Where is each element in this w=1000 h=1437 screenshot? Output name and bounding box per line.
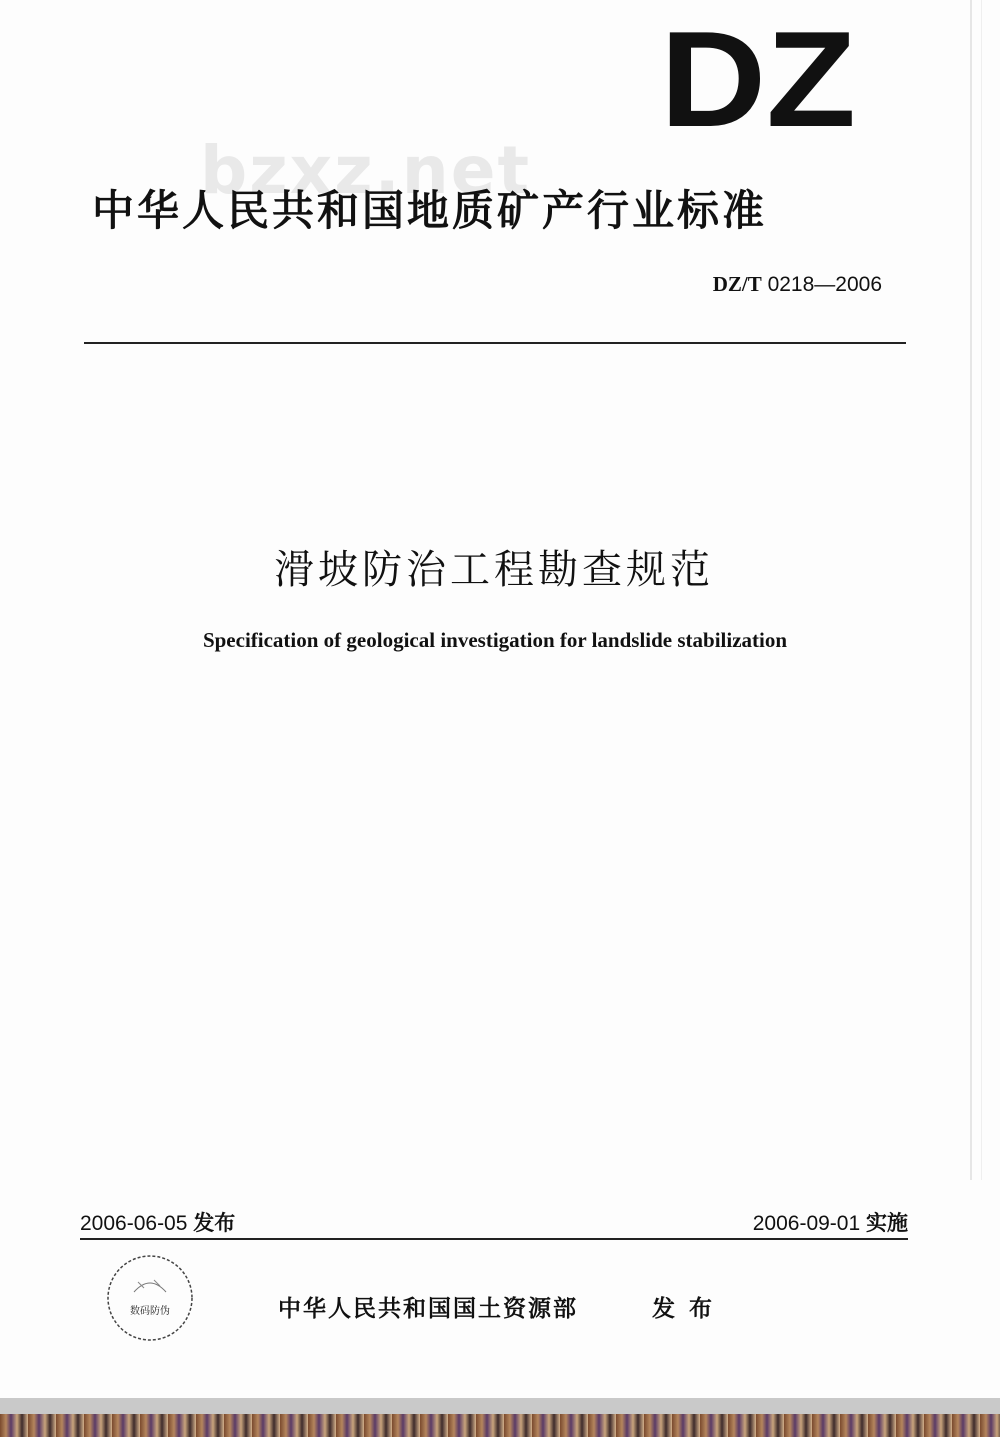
standard-category-title: 中华人民共和国地质矿产行业标准 (92, 186, 768, 235)
issue-date-line (80, 1207, 235, 1237)
scan-border-band (0, 1398, 1000, 1414)
seal-text: 数码防伪 (130, 1306, 170, 1317)
watermark: bzxz.net (200, 132, 532, 209)
scan-edge-strip (0, 1414, 1000, 1437)
top-divider (84, 342, 906, 344)
issue-label: 发布 (193, 1211, 236, 1235)
effective-date: 2006-09-01 (752, 1212, 861, 1235)
document-title-en: Specification of geological investigation for landslide stabilization (202, 628, 788, 652)
publish-word: 发布 (652, 1296, 726, 1322)
issue-date: 2006-06-05 (80, 1212, 188, 1235)
document-title-cn (0, 538, 1000, 595)
document-title-cn-text: 滑坡防治工程勘查规范 (274, 547, 714, 593)
effective-label: 实施 (866, 1211, 908, 1235)
anti-counterfeit-seal-icon (104, 1252, 196, 1344)
standard-code-number: 0218—2006 (767, 273, 882, 296)
bottom-divider (80, 1238, 908, 1240)
dz-logo-text: DZ (660, 28, 856, 130)
publisher-name: 中华人民共和国国土资源部 (278, 1296, 578, 1322)
standard-code (713, 272, 882, 297)
dz-logo (658, 28, 858, 130)
standard-code-prefix: DZ/T (712, 272, 762, 296)
effective-date-line (753, 1207, 908, 1237)
